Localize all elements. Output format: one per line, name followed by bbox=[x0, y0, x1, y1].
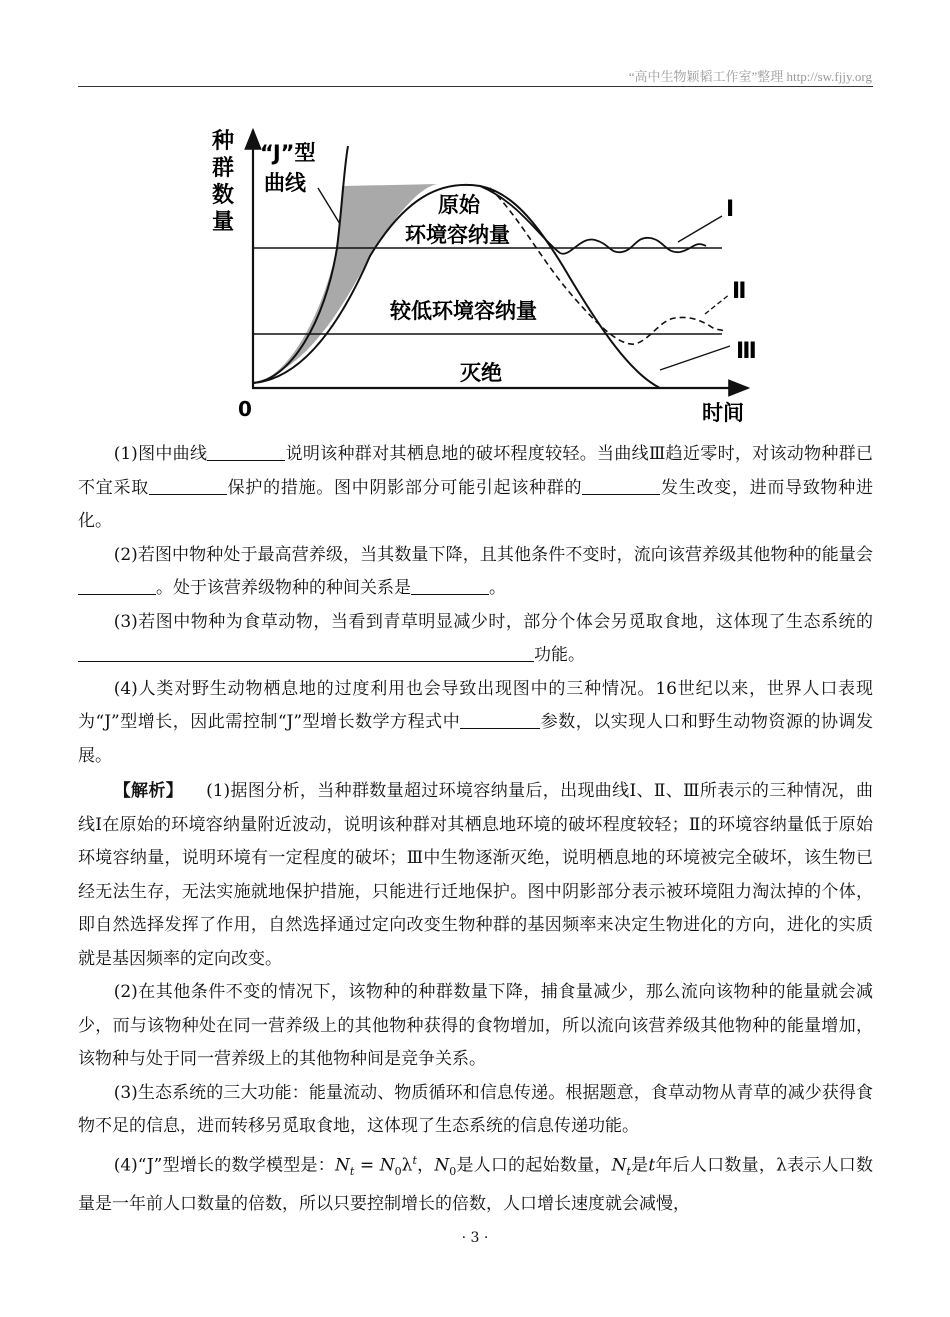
shaded-region bbox=[253, 184, 438, 383]
curve-II-leader bbox=[705, 294, 730, 314]
lower-capacity-label: 较低环境容纳量 bbox=[390, 299, 537, 323]
blank-1[interactable] bbox=[207, 443, 285, 461]
curve-III-label: Ⅲ bbox=[736, 339, 757, 364]
extinction-label: 灭绝 bbox=[460, 361, 502, 385]
blank-4[interactable] bbox=[78, 577, 156, 595]
blank-5[interactable] bbox=[411, 577, 489, 595]
j-curve-label-1: “J”型 bbox=[260, 141, 316, 165]
question-body bbox=[78, 438, 873, 1222]
original-capacity-label-1: 原始 bbox=[438, 193, 480, 217]
population-curve-figure bbox=[190, 108, 770, 430]
analysis-4: (4)“J”型增长的数学模型是：$N_t = N_0\lambda^t$，$N_0$是人口的起始数量，$N_t$是t年后人口数量，λ表示人口数量是一年前人口数量的倍数，所以只要控制增长的倍数，人口增长速度就会减慢， bbox=[78, 1153, 874, 1215]
blank-2[interactable] bbox=[149, 477, 227, 495]
curve-III-leader bbox=[660, 346, 730, 370]
page-header: “高中生物颖韬工作室”整理 http://sw.fjjy.org bbox=[628, 69, 872, 84]
question-1: (1)图中曲线 说明该种群对其栖息地的破坏程度较轻。当曲线Ⅲ趋近零时，对该动物种群已不宜采取 保护的措施。图中阴影部分可能引起该种群的 发生改变，进而导致物种进化。 bbox=[78, 444, 874, 531]
y-axis-label-4: 量 bbox=[212, 210, 235, 235]
curve-I-leader bbox=[678, 216, 722, 242]
j-curve-label-2: 曲线 bbox=[264, 171, 306, 195]
blank-6[interactable] bbox=[78, 644, 534, 662]
y-axis-label-2: 群 bbox=[212, 156, 235, 181]
header-rule bbox=[78, 86, 873, 87]
analysis-2: (2)在其他条件不变的情况下，该物种的种群数量下降，捕食量减少，那么流向该物种的能量就会减少，而与该物种处在同一营养级上的其他物种获得的食物增加，所以流向该营养级其他物种的能量增加，该物种与处于同一营养级上的其他物种间是竞争关系。 bbox=[78, 982, 873, 1069]
analysis-label: 【解析】 bbox=[113, 781, 184, 801]
y-axis-label-3: 数 bbox=[212, 183, 235, 208]
analysis-3: (3)生态系统的三大功能：能量流动、物质循环和信息传递。根据题意，食草动物从青草的减少获得食物不足的信息，进而转移另觅取食地，这体现了生态系统的信息传递功能。 bbox=[78, 1082, 873, 1136]
question-2: (2)若图中物种处于最高营养级，当其数量下降，且其他条件不变时，流向该营养级其他物种的能量会。处于该营养级物种的种间关系是 。 bbox=[78, 539, 873, 606]
y-axis-label-1: 种 bbox=[212, 129, 235, 154]
blank-7[interactable] bbox=[460, 711, 540, 729]
question-4: (4)人类对野生动物栖息地的过度利用也会导致出现图中的三种情况。16世纪以来，世界人口表现为“J”型增长，因此需控制“J”型增长数学方程式中 参数，以实现人口和野生动物资源的协调发展。 bbox=[78, 678, 874, 766]
blank-3[interactable] bbox=[582, 477, 660, 495]
page-number: · 3 · bbox=[461, 1230, 489, 1246]
curve-II-label: Ⅱ bbox=[732, 279, 747, 304]
origin-label: 0 bbox=[238, 397, 252, 421]
x-axis-label: 时间 bbox=[702, 401, 744, 425]
question-3: (3)若图中物种为食草动物，当看到青草明显减少时，部分个体会另觅取食地，这体现了生态系统的功能。 bbox=[78, 606, 873, 673]
original-capacity-label-2: 环境容纳量 bbox=[405, 223, 510, 247]
j-label-leader bbox=[318, 188, 340, 224]
curve-I bbox=[480, 186, 706, 254]
analysis-1: 【解析】 (1)据图分析，当种群数量超过环境容纳量后，出现曲线Ⅰ、Ⅱ、Ⅲ所表示的三种情况，曲线Ⅰ在原始的环境容纳量附近波动，说明该种群对其栖息地环境的破坏程度较轻；Ⅱ的环境容纳量低于原始环境容纳量，说明环境有一定程度的破坏；Ⅲ中生物逐渐灭绝，说明栖息地的环境被完全破坏，该生物已经无法生存，无法实施就地保护措施，只能进行迁地保护。图中阴影部分表示被环境阻力淘汰掉的个体，即自然选择发挥了作用，自然选择通过定向改变生物种群的基因频率来决定生物进化的方向，进化的实质就是基因频率的定向改变。 bbox=[78, 781, 874, 969]
curve-I-label: Ⅰ bbox=[726, 197, 735, 222]
